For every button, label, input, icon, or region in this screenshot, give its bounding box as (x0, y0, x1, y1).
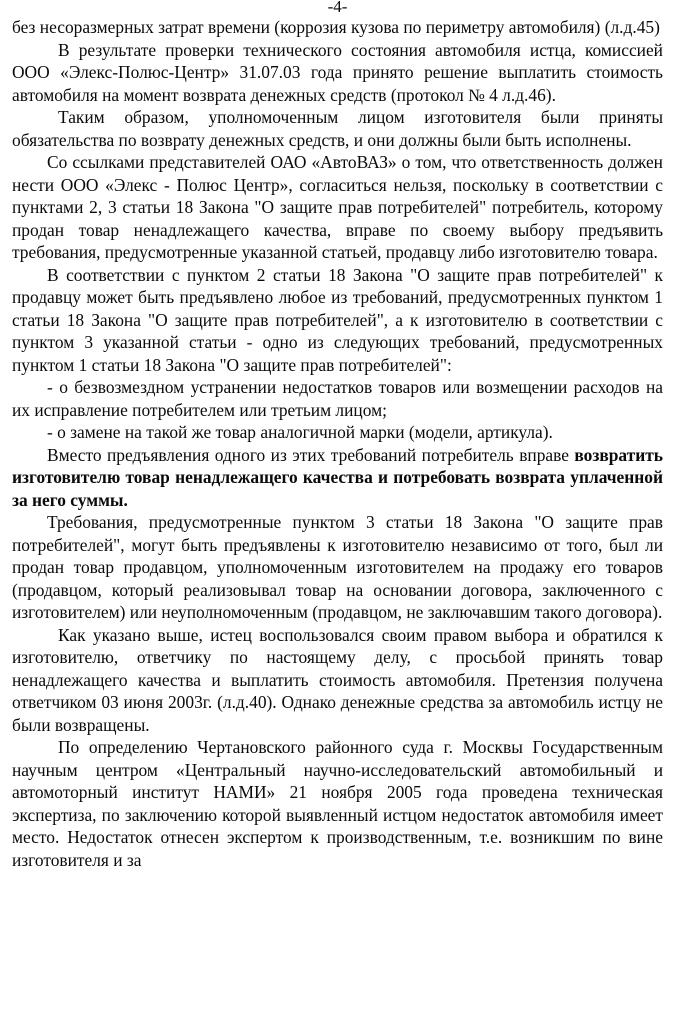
return-right-tail: . (123, 489, 128, 510)
paragraph-claim: Как указано выше, истец воспользовался своим правом выбора и обратился к изготовителю, ответчику по настоящему делу, с просьбой принять товар ненадлежащего качества и выплатить стоимость автомобиля. Претензия получена ответчиком 03 июня 2003г. (л.д.40). Однако денежные средства за автомобиль истцу не были возвращены. (12, 624, 663, 735)
return-right-emphasis: возвратить изготовителю товар ненадлежащего качества и потребовать возврата уплаченной за него суммы (12, 444, 663, 510)
paragraph-obligations: Таким образом, уполномоченным лицом изготовителя были приняты обязательства по возврату денежных средств, и они должны были быть исполнены. (12, 107, 663, 150)
list-item-replacement: - о замене на такой же товар аналогичной марки (модели, артикула). (47, 422, 553, 442)
paragraph-continuation: без несоразмерных затрат времени (коррозия кузова по периметру автомобиля) (л.д.45) (12, 17, 660, 37)
list-item-repair: - о безвозмездном устранении недостатков товаров или возмещении расходов на их исправление потребителем или третьим лицом; (12, 377, 663, 420)
page-number: -4- (327, 0, 348, 16)
paragraph-article-18: В соответствии с пунктом 2 статьи 18 Закона "О защите прав потребителей" к продавцу может быть предъявлено любое из требований, предусмотренных пунктом 1 статьи 18 Закона "О защите прав потребителей", а к изготовителю в соответствии с пунктом 3 указанной статьи - одно из следующих требований, предусмотренных пунктом 1 статьи 18 Закона "О защите прав потребителей": (12, 264, 663, 375)
paragraph-return-right (12, 444, 663, 512)
return-right-lead: Вместо предъявления одного из этих требований потребитель вправе (47, 444, 569, 465)
paragraph-inspection-result: В результате проверки технического состояния автомобиля истца, комиссией ООО «Элекс-Полюс-Центр» 31.07.03 года принято решение выплатить стоимость автомобиля на момент возврата денежных средств (протокол № 4 л.д.46). (12, 39, 663, 105)
paragraph-expertise: По определению Чертановского районного суда г. Москвы Государственным научным центром «Центральный научно-исследовательский автомобильный и автомоторный институт НАМИ» 21 ноября 2005 года проведена техническая экспертиза, по заключению которой выявленный истцом недостаток автомобиля имеет место. Недостаток отнесен экспертом к производственным, т.е. возникшим по вине изготовителя и за (12, 737, 663, 870)
document-body (12, 16, 663, 871)
paragraph-responsibility: Со ссылками представителей ОАО «АвтоВАЗ» о том, что ответственность должен нести ООО «Элекс - Полюс Центр», согласиться нельзя, поскольку в соответствии с пунктами 2, 3 статьи 18 Закона "О защите прав потребителей" потребитель, которому продан товар ненадлежащего качества, вправе по своему выбору предъявить требования, предусмотренные указанной статьей, продавцу либо изготовителю товара. (12, 152, 663, 262)
paragraph-requirements: Требования, предусмотренные пунктом 3 статьи 18 Закона "О защите прав потребителей", могут быть предъявлены к изготовителю независимо от того, был ли продан товар продавцом, уполномоченным изготовителем на продажу его товаров (продавцом, который реализовывал товар на основании договора, заключенного с изготовителем) или неуполномоченным (продавцом, не заключавшим такого договора). (12, 512, 663, 622)
